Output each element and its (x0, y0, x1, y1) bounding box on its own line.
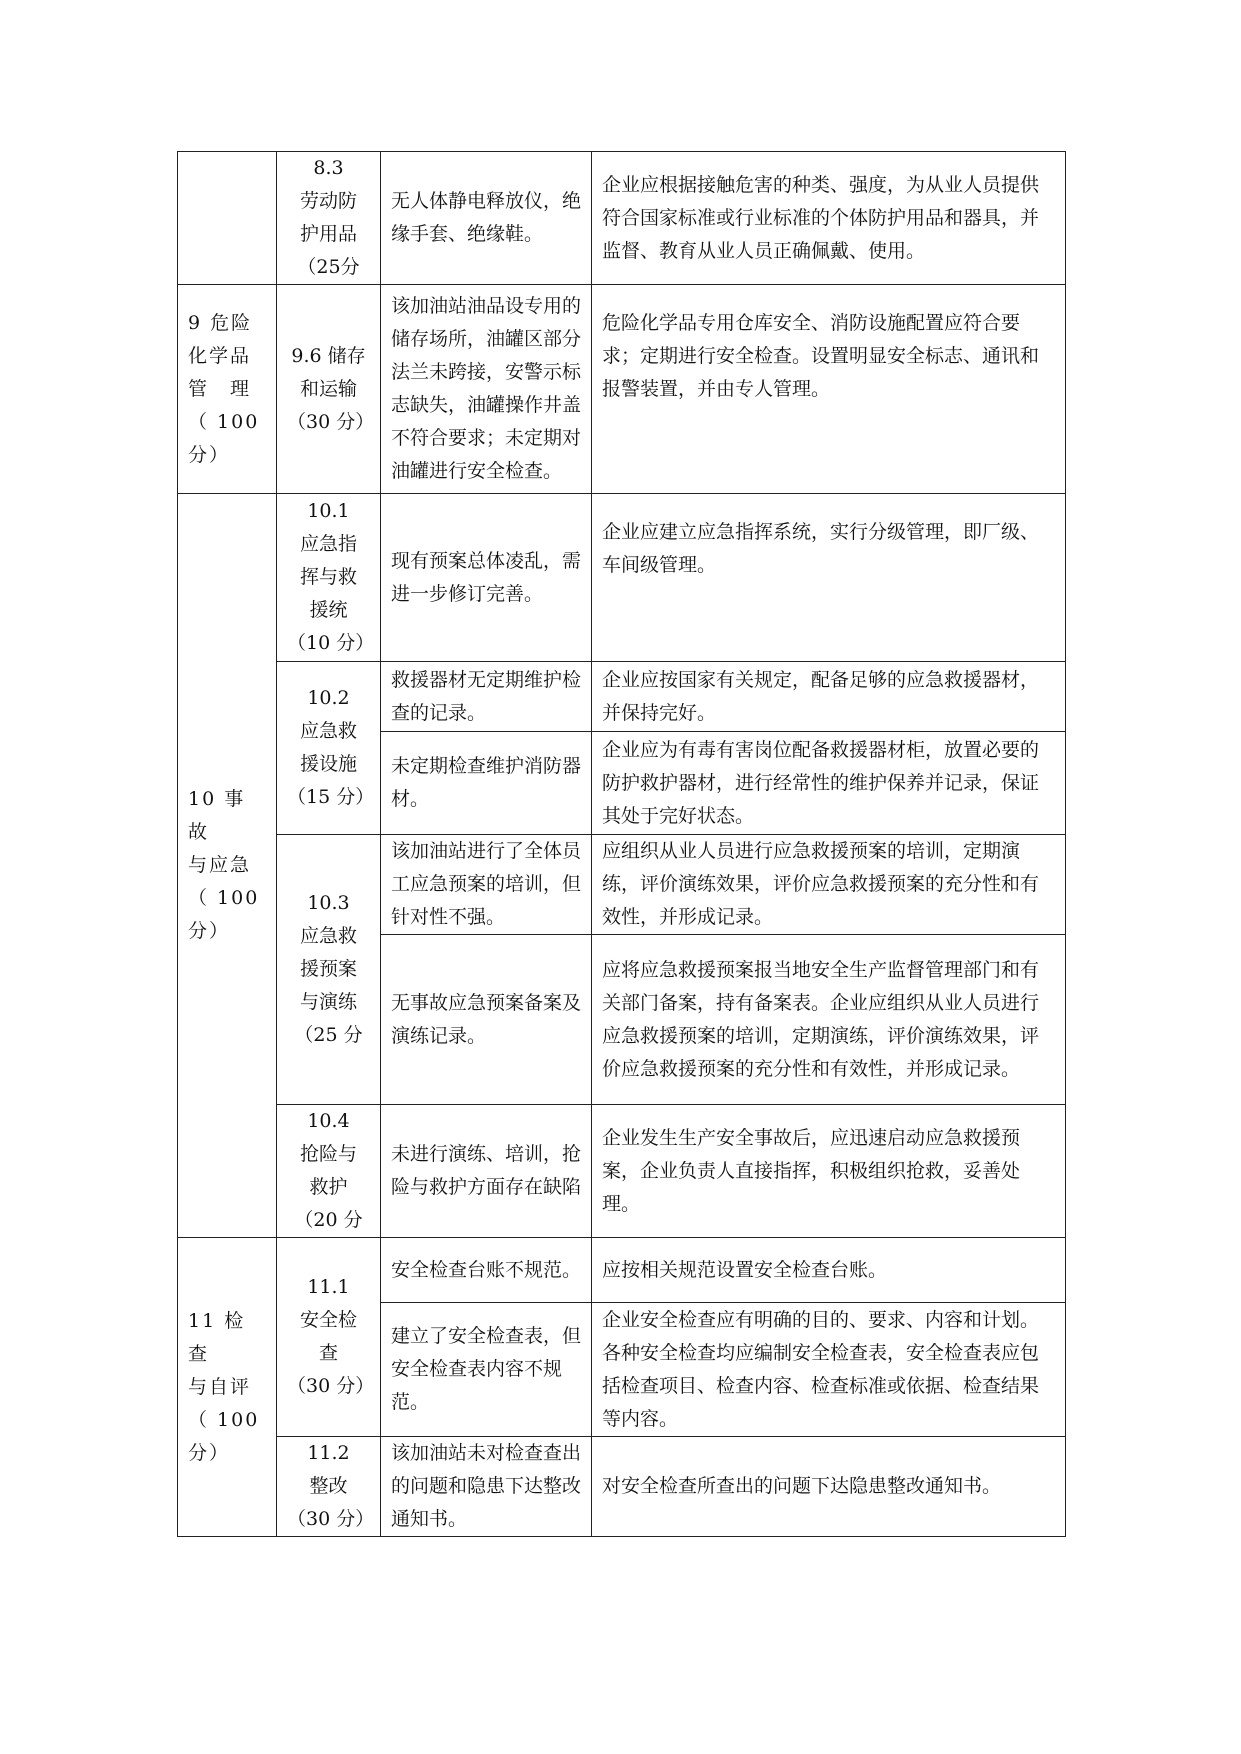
standard-cell: 企业安全检查应有明确的目的、要求、内容和计划。各种安全检查均应编制安全检查表，安全检查表应包括检查项目、检查内容、检查标准或依据、检查结果等内容。 (592, 1303, 1066, 1437)
category-cell (178, 152, 277, 285)
category-cell: 10 事故 与应急 （ 100 分） (178, 494, 277, 1238)
problem-cell: 未进行演练、培训，抢险与救护方面存在缺陷 (381, 1105, 592, 1238)
table-row (178, 1238, 1066, 1303)
item-cell: 10.1 应急指 挥与救 援统 （10 分） (277, 494, 381, 662)
problem-cell: 现有预案总体凌乱，需进一步修订完善。 (381, 494, 592, 662)
category-cell: 11 检查 与自评 （ 100 分） (178, 1238, 277, 1537)
problem-cell: 安全检查台账不规范。 (381, 1238, 592, 1303)
category-cell: 9 危险 化学品 管 理 （ 100 分） (178, 285, 277, 494)
standard-cell: 应将应急救援预案报当地安全生产监督管理部门和有关部门备案，持有备案表。企业应组织从业人员进行应急救援预案的培训，定期演练，评价演练效果，评价应急救援预案的充分性和有效性，并形成记录。 (592, 935, 1066, 1105)
standard-cell: 危险化学品专用仓库安全、消防设施配置应符合要求；定期进行安全检查。设置明显安全标志、通讯和报警装置，并由专人管理。 (592, 285, 1066, 494)
item-cell: 10.2 应急救 援设施 （15 分） (277, 662, 381, 835)
standard-cell: 应组织从业人员进行应急救援预案的培训，定期演练，评价演练效果，评价应急救援预案的充分性和有效性，并形成记录。 (592, 835, 1066, 935)
item-cell: 10.4 抢险与 救护 （20 分 (277, 1105, 381, 1238)
standard-cell: 企业应为有毒有害岗位配备救援器材柜，放置必要的防护救护器材，进行经常性的维护保养并记录，保证其处于完好状态。 (592, 732, 1066, 835)
problem-cell: 建立了安全检查表，但安全检查表内容不规范。 (381, 1303, 592, 1437)
table-row (178, 152, 1066, 285)
problem-cell: 该加油站未对检查查出的问题和隐患下达整改通知书。 (381, 1437, 592, 1537)
standard-cell: 应按相关规范设置安全检查台账。 (592, 1238, 1066, 1303)
table-row (178, 494, 1066, 662)
standard-cell: 企业应建立应急指挥系统，实行分级管理，即厂级、车间级管理。 (592, 494, 1066, 662)
table-row (178, 1437, 1066, 1537)
problem-cell: 无事故应急预案备案及演练记录。 (381, 935, 592, 1105)
problem-cell: 无人体静电释放仪，绝缘手套、绝缘鞋。 (381, 152, 592, 285)
standard-cell: 企业发生生产安全事故后，应迅速启动应急救援预案，企业负责人直接指挥，积极组织抢救，妥善处理。 (592, 1105, 1066, 1238)
standard-cell: 企业应根据接触危害的种类、强度，为从业人员提供符合国家标准或行业标准的个体防护用品和器具，并监督、教育从业人员正确佩戴、使用。 (592, 152, 1066, 285)
problem-cell: 该加油站油品设专用的储存场所，油罐区部分法兰未跨接，安警示标志缺失，油罐操作井盖不符合要求；未定期对油罐进行安全检查。 (381, 285, 592, 494)
table-row (178, 662, 1066, 732)
table-row (178, 835, 1066, 935)
inspection-table (177, 151, 1066, 1537)
table-row (178, 1105, 1066, 1238)
item-cell: 11.2 整改 （30 分） (277, 1437, 381, 1537)
standard-cell: 对安全检查所查出的问题下达隐患整改通知书。 (592, 1437, 1066, 1537)
item-cell: 11.1 安全检 查 （30 分） (277, 1238, 381, 1437)
standard-cell: 企业应按国家有关规定，配备足够的应急救援器材，并保持完好。 (592, 662, 1066, 732)
item-cell: 8.3 劳动防 护用品 （25分 (277, 152, 381, 285)
problem-cell: 未定期检查维护消防器材。 (381, 732, 592, 835)
table-row (178, 285, 1066, 494)
item-cell: 9.6 储存 和运输 （30 分） (277, 285, 381, 494)
problem-cell: 救援器材无定期维护检查的记录。 (381, 662, 592, 732)
item-cell: 10.3 应急救 援预案 与演练 （25 分 (277, 835, 381, 1105)
problem-cell: 该加油站进行了全体员工应急预案的培训，但针对性不强。 (381, 835, 592, 935)
